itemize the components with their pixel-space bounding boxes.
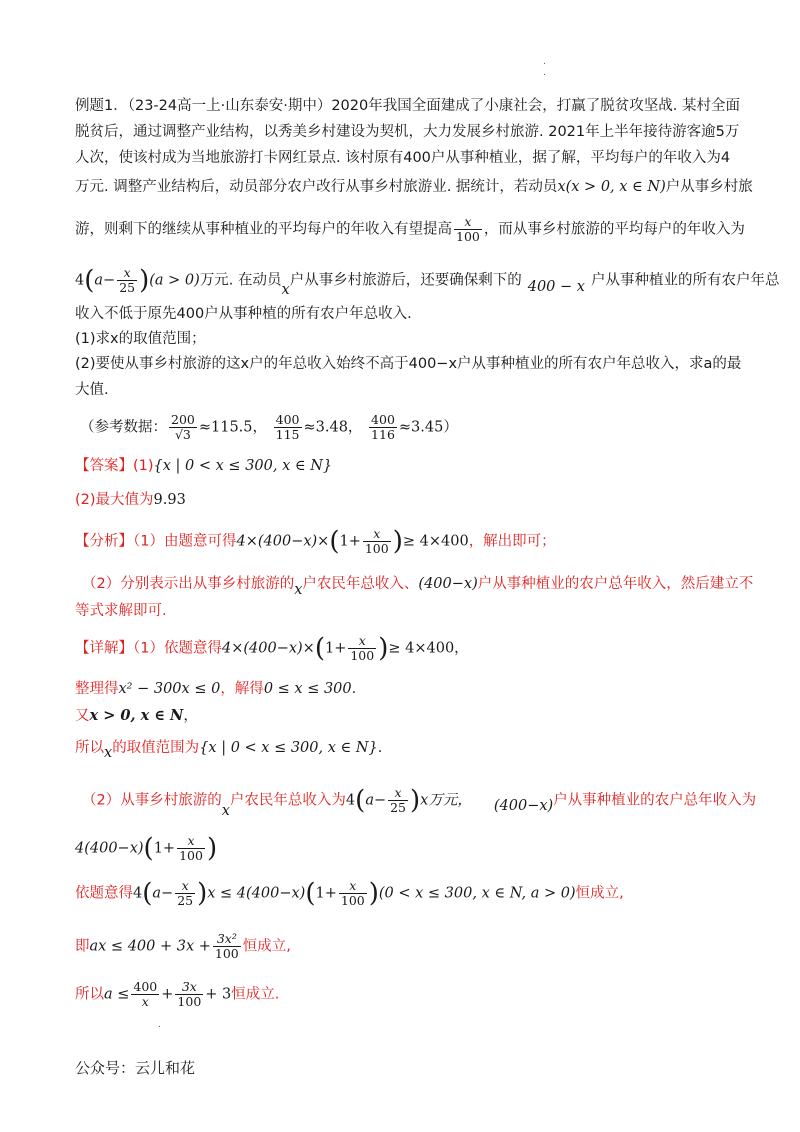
problem-line: 4(a− $\frac{x}{25}$ )(a > 0)万元. 在动员x户从事乡村旅游后，还要确保剩下的 400 − x 户从事种植业的所有农户年总 — [75, 265, 780, 298]
fraction: $\frac{200}{√3}$ — [171, 412, 195, 442]
problem-line: 人次，使该村成为当地旅游打卡网红景点. 该村原有400户从事种植业，据了解，平均每户的年收入为4 — [75, 150, 731, 166]
problem-line: 游，则剩下的继续从事种植业的平均每户的年收入有望提高 $\frac{x}{100}$ ，而从事乡村旅游的平均每户的年收入为 — [75, 214, 745, 244]
answer-line: (2)最大值为9.93 — [75, 492, 186, 508]
fraction: $\frac{400}{116}$ — [371, 412, 395, 442]
detail-line: 即ax ≤ 400 + 3x + $\frac{\text{3x²}}{100}$ 恒成立, — [75, 931, 291, 961]
problem-line: 脱贫后，通过调整产业结构，以秀美乡村建设为契机，大力发展乡村旅游. 2021年上半年接待游客逾5万 — [75, 124, 740, 140]
detail-line: 【详解】（1）依题意得4×(400−x)×(1+ $\frac{x}{100}$ )≥ 4×400， — [75, 633, 469, 664]
analysis-line: （2）分别表示出从事乡村旅游的x户农民年总收入、(400−x)户从事种植业的农户总年收入，然后建立不 — [82, 576, 754, 598]
stray-dot: . — [543, 68, 546, 78]
detail-line: 依题意得4(a− $\frac{x}{25}$ )x ≤ 4(400−x)(1+ $\frac{x}{100}$ )(0 < x ≤ 300, x ∈ N, a > 0)恒成立, — [75, 878, 624, 909]
fraction: $\frac{x}{25}$ — [390, 785, 407, 815]
fraction: $\frac{x}{100}$ — [350, 633, 375, 663]
detail-line: 所以x的取值范围为{x | 0 < x ≤ 300, x ∈ N}. — [75, 740, 383, 761]
detail-line: 4(400−x)(1+ $\frac{x}{100}$ ) — [75, 833, 218, 864]
detail-line: 又x > 0, x ∈ N， — [75, 707, 198, 724]
fraction: $\frac{x}{25}$ — [177, 878, 194, 908]
problem-line: 万元. 调整产业结构后，动员部分农户改行从事乡村旅游业. 据统计，若动员x(x > 0, x ∈ N)户从事乡村旅 — [75, 179, 753, 195]
fraction: $\frac{\text{3x²}}{100}$ — [214, 931, 239, 961]
fraction: $\frac{3x}{100}$ — [177, 979, 202, 1009]
fraction: $\frac{x}{100}$ — [456, 214, 480, 244]
stray-dot: . — [543, 57, 546, 67]
answer-line: 【答案】(1){x | 0 < x ≤ 300, x ∈ N} — [75, 458, 333, 474]
reference-data: （参考数据： $\frac{200}{√3}$ ≈115.5， $\frac{400}{115}$ ≈3.48， $\frac{400}{116}$ ≈3.45） — [80, 412, 458, 442]
math-condition: x(x > 0, x ∈ N) — [557, 179, 666, 195]
problem-line: 收入不低于原先400户从事种植的所有农户年总收入. — [75, 306, 412, 322]
stray-dot: . — [158, 1020, 161, 1030]
fraction: $\frac{x}{25}$ — [119, 265, 136, 295]
fraction: $\frac{x}{100}$ — [179, 833, 203, 863]
fraction: $\frac{x}{100}$ — [364, 526, 389, 556]
problem-line: 例题1．（23-24高一上·山东泰安·期中）2020年我国全面建成了小康社会，打赢了脱贫攻坚战. 某村全面 — [75, 98, 740, 114]
detail-line: （2）从事乡村旅游的x户农民年总收入为4(a− $\frac{x}{25}$ )x万元， (400−x)户从事种植业的农户总年收入为 — [82, 785, 757, 819]
detail-line: 整理得x² − 300x ≤ 0，解得0 ≤ x ≤ 300. — [75, 681, 357, 697]
question-2: 大值. — [75, 382, 109, 398]
detail-line: 所以a ≤ $\frac{400}{x}$ + $\frac{3x}{100}$ + 3恒成立. — [75, 979, 280, 1009]
fraction: $\frac{400}{x}$ — [133, 979, 158, 1009]
analysis-line: 等式求解即可. — [75, 603, 167, 619]
question-2: (2)要使从事乡村旅游的这x户的年总收入始终不高于400−x户从事种植业的所有农户年总收入，求a的最 — [75, 356, 742, 372]
fraction: $\frac{400}{115}$ — [275, 412, 300, 442]
question-1: (1)求x的取值范围； — [75, 331, 206, 347]
footer-text: 公众号：云儿和花 — [75, 1059, 196, 1077]
analysis-line: 【分析】（1）由题意可得4×(400−x)×(1+ $\frac{x}{100}$ )≥ 4×400，解出即可； — [75, 526, 556, 557]
fraction: $\frac{x}{100}$ — [340, 878, 365, 908]
